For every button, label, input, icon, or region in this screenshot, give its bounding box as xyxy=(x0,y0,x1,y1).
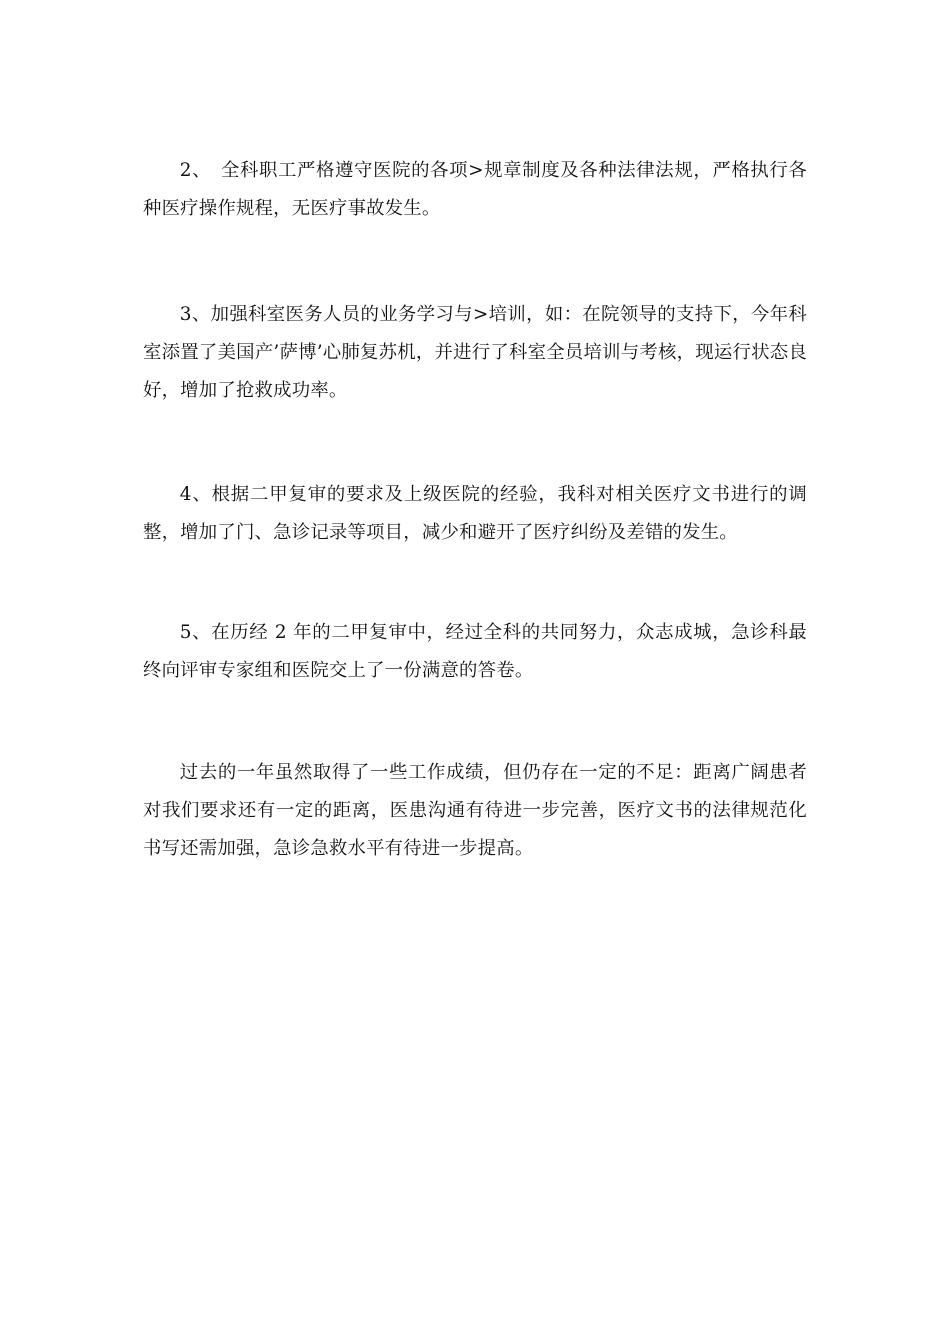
paragraph-item-3: 3、加强科室医务人员的业务学习与>培训，如：在院领导的支持下，今年科室添置了美国产’萨博’心肺复苏机，并进行了科室全员培训与考核，现运行状态良好，增加了抢救成功率。 xyxy=(143,304,807,401)
paragraph-item-4: 4、根据二甲复审的要求及上级医院的经验，我科对相关医疗文书进行的调整，增加了门、急诊记录等项目，减少和避开了医疗纠纷及差错的发生。 xyxy=(143,484,807,543)
paragraph-item-5: 5、在历经 2 年的二甲复审中，经过全科的共同努力，众志成城，急诊科最终向评审专家组和医院交上了一份满意的答卷。 xyxy=(143,622,807,681)
paragraph-summary: 过去的一年虽然取得了一些工作成绩，但仍存在一定的不足：距离广阔患者对我们要求还有一定的距离，医患沟通有待进一步完善，医疗文书的法律规范化书写还需加强，急诊急救水平有待进一步提高。 xyxy=(143,762,807,859)
paragraph-item-2: 2、 全科职工严格遵守医院的各项>规章制度及各种法律法规，严格执行各种医疗操作规程，无医疗事故发生。 xyxy=(143,160,807,219)
